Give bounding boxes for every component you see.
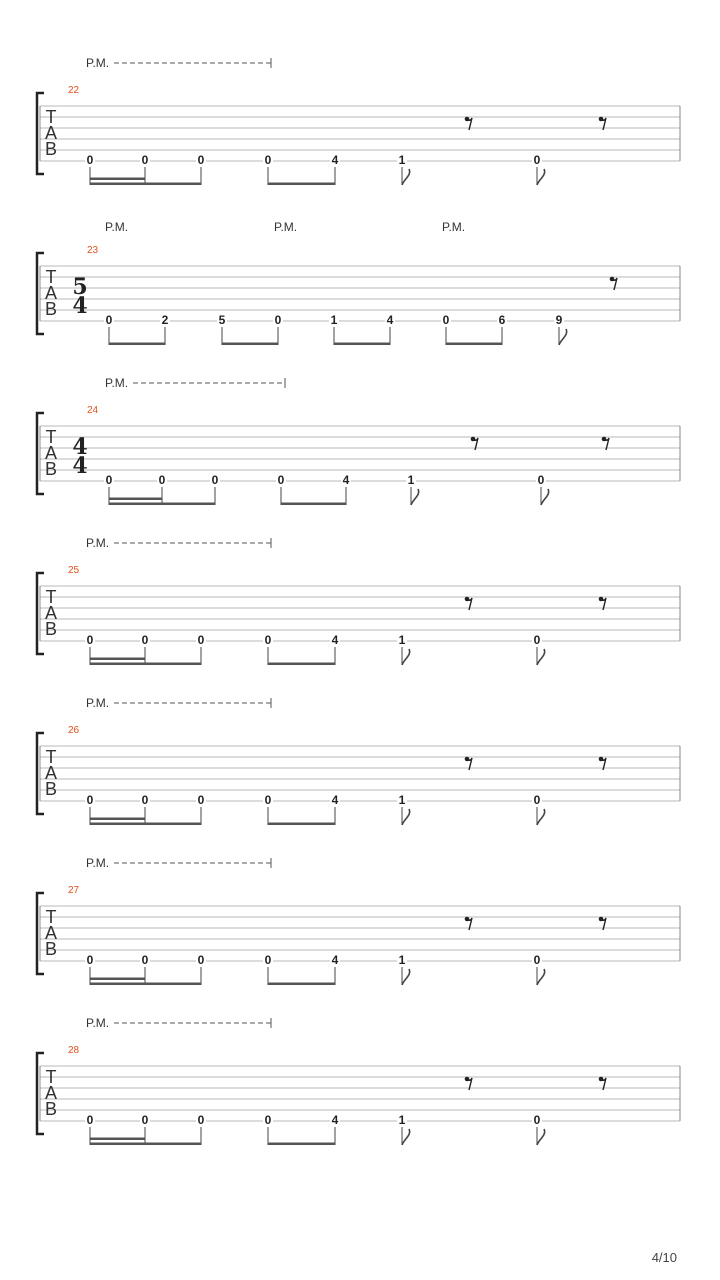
fret-number: 0: [86, 793, 94, 807]
time-signature-bottom: 4: [72, 293, 88, 319]
measure-number: 22: [68, 85, 80, 96]
tab-clef-letter: B: [44, 619, 58, 639]
beam-secondary: [109, 498, 162, 501]
fret-number: 0: [141, 153, 149, 167]
fret-number: 0: [537, 473, 545, 487]
page-number: 4/10: [651, 1250, 677, 1265]
beam: [268, 983, 335, 986]
beam-secondary: [90, 978, 145, 981]
beam: [268, 663, 335, 666]
beam-secondary: [90, 1138, 145, 1141]
fret-number: 4: [331, 153, 339, 167]
fret-number: 0: [158, 473, 166, 487]
measure-number: 28: [68, 1045, 80, 1056]
tab-clef-letter: T: [45, 427, 57, 447]
fret-number: 0: [197, 1113, 205, 1127]
tab-clef-letter: A: [44, 1083, 58, 1103]
measure-number: 26: [68, 725, 80, 736]
tab-system: [37, 696, 680, 825]
fret-number: 1: [398, 1113, 406, 1127]
palm-mute-label: P.M.: [105, 220, 129, 234]
beam: [222, 343, 278, 346]
palm-mute-label: P.M.: [86, 1016, 110, 1030]
beam: [109, 503, 215, 506]
tab-clef-letter: T: [45, 907, 57, 927]
eighth-flag-icon: [537, 169, 545, 185]
tab-system: [37, 536, 680, 665]
eighth-flag-icon: [402, 649, 410, 665]
tab-clef-letter: A: [44, 603, 58, 623]
time-signature-top: 5: [72, 274, 88, 300]
measure-number: 27: [68, 885, 80, 896]
fret-number: 0: [86, 153, 94, 167]
beam-secondary: [90, 178, 145, 181]
fret-number: 1: [398, 793, 406, 807]
fret-number: 0: [197, 793, 205, 807]
palm-mute-label: P.M.: [86, 536, 110, 550]
palm-mute-label: P.M.: [86, 696, 110, 710]
eighth-flag-icon: [559, 329, 567, 345]
beam: [109, 343, 165, 346]
measure-number: 23: [87, 245, 99, 256]
beam-secondary: [90, 818, 145, 821]
fret-number: 0: [264, 953, 272, 967]
time-signature-bottom: 4: [72, 453, 88, 479]
tab-clef-letter: B: [44, 459, 58, 479]
fret-number: 0: [442, 313, 450, 327]
eighth-flag-icon: [402, 1129, 410, 1145]
eighth-flag-icon: [411, 489, 419, 505]
beam: [90, 183, 201, 186]
beam: [268, 823, 335, 826]
beam-secondary: [90, 658, 145, 661]
fret-number: 9: [555, 313, 563, 327]
measure-number: 25: [68, 565, 80, 576]
fret-number: 0: [533, 633, 541, 647]
palm-mute-label: P.M.: [105, 376, 129, 390]
beam: [281, 503, 346, 506]
tab-clef-letter: A: [44, 763, 58, 783]
beam: [334, 343, 390, 346]
tab-clef-letter: T: [45, 107, 57, 127]
tab-clef-letter: A: [44, 283, 58, 303]
fret-number: 4: [331, 633, 339, 647]
tab-clef-letter: A: [44, 923, 58, 943]
fret-number: 0: [533, 953, 541, 967]
fret-number: 0: [274, 313, 282, 327]
fret-number: 0: [211, 473, 219, 487]
tab-system: [37, 56, 680, 185]
fret-number: 0: [264, 633, 272, 647]
fret-number: 0: [264, 1113, 272, 1127]
fret-number: 0: [105, 473, 113, 487]
eighth-flag-icon: [537, 969, 545, 985]
beam: [90, 663, 201, 666]
beam: [446, 343, 502, 346]
tab-system: [37, 1016, 680, 1145]
fret-number: 0: [533, 153, 541, 167]
beam: [90, 1143, 201, 1146]
tab-system: [37, 856, 680, 985]
fret-number: 4: [331, 953, 339, 967]
fret-number: 5: [218, 313, 226, 327]
fret-number: 4: [331, 1113, 339, 1127]
fret-number: 1: [398, 633, 406, 647]
tab-clef-letter: A: [44, 123, 58, 143]
tab-clef-letter: A: [44, 443, 58, 463]
fret-number: 1: [407, 473, 415, 487]
beam: [268, 183, 335, 186]
tab-clef-letter: B: [44, 139, 58, 159]
fret-number: 0: [141, 633, 149, 647]
eighth-flag-icon: [402, 809, 410, 825]
measure-number: 24: [87, 405, 99, 416]
fret-number: 0: [86, 1113, 94, 1127]
fret-number: 0: [197, 153, 205, 167]
eighth-flag-icon: [402, 169, 410, 185]
fret-number: 0: [141, 1113, 149, 1127]
fret-number: 0: [533, 793, 541, 807]
eighth-flag-icon: [537, 809, 545, 825]
eighth-flag-icon: [402, 969, 410, 985]
tab-clef-letter: T: [45, 587, 57, 607]
fret-number: 0: [264, 153, 272, 167]
time-signature-top: 4: [72, 434, 88, 460]
tab-clef-letter: B: [44, 939, 58, 959]
tab-clef-letter: B: [44, 299, 58, 319]
fret-number: 6: [498, 313, 506, 327]
eighth-flag-icon: [537, 1129, 545, 1145]
fret-number: 0: [277, 473, 285, 487]
palm-mute-label: P.M.: [442, 220, 466, 234]
fret-number: 0: [197, 953, 205, 967]
fret-number: 1: [330, 313, 338, 327]
palm-mute-label: P.M.: [86, 856, 110, 870]
fret-number: 4: [342, 473, 350, 487]
fret-number: 0: [533, 1113, 541, 1127]
tab-system: [37, 376, 680, 505]
fret-number: 0: [264, 793, 272, 807]
fret-number: 0: [86, 633, 94, 647]
tab-clef-letter: T: [45, 1067, 57, 1087]
fret-number: 2: [161, 313, 169, 327]
beam: [90, 983, 201, 986]
fret-number: 0: [141, 793, 149, 807]
fret-number: 1: [398, 153, 406, 167]
tab-clef-letter: T: [45, 747, 57, 767]
tab-clef-letter: T: [45, 267, 57, 287]
fret-number: 4: [386, 313, 394, 327]
fret-number: 1: [398, 953, 406, 967]
tab-clef-letter: B: [44, 1099, 58, 1119]
fret-number: 0: [105, 313, 113, 327]
tab-clef-letter: B: [44, 779, 58, 799]
beam: [268, 1143, 335, 1146]
fret-number: 0: [86, 953, 94, 967]
eighth-flag-icon: [541, 489, 549, 505]
fret-number: 4: [331, 793, 339, 807]
fret-number: 0: [197, 633, 205, 647]
tab-system: [37, 220, 680, 345]
palm-mute-label: P.M.: [274, 220, 298, 234]
fret-number: 0: [141, 953, 149, 967]
palm-mute-label: P.M.: [86, 56, 110, 70]
eighth-flag-icon: [537, 649, 545, 665]
beam: [90, 823, 201, 826]
